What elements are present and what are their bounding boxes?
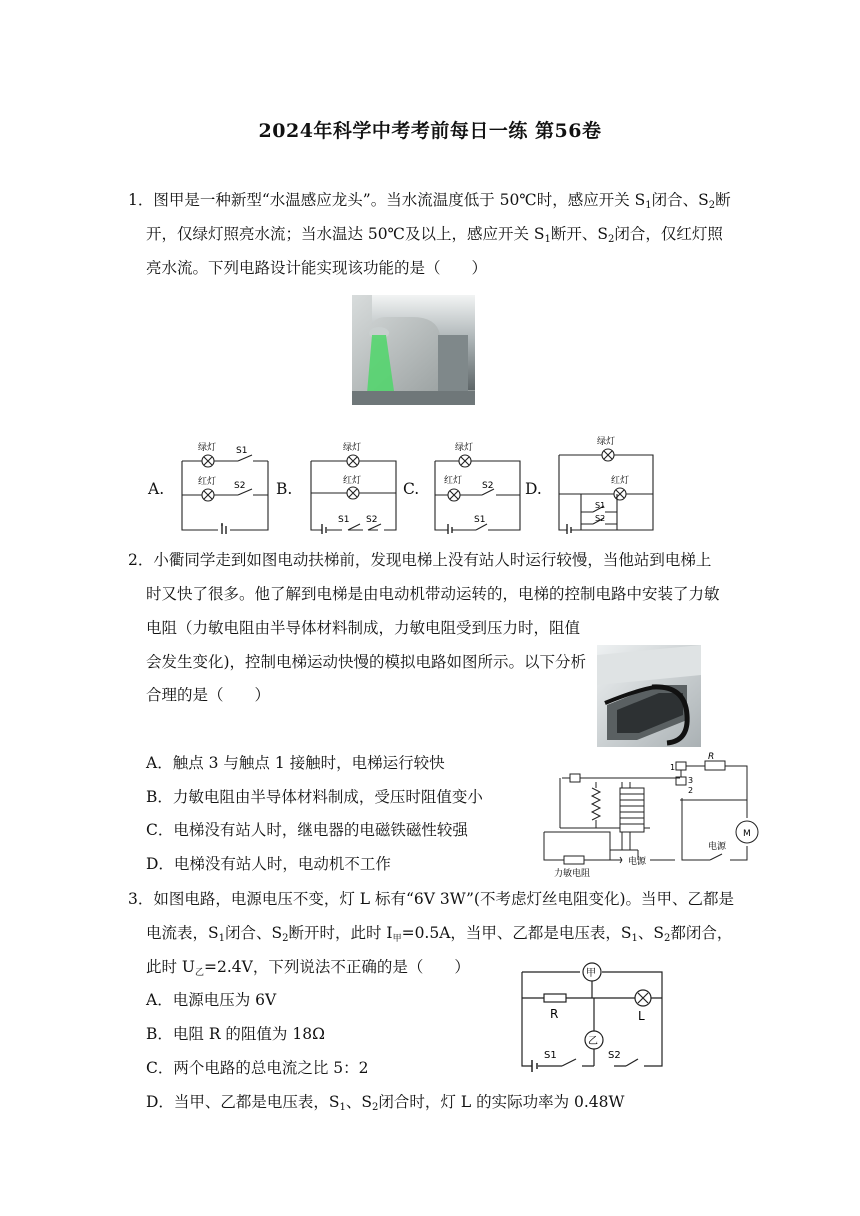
subscript: 甲 — [392, 934, 402, 944]
q1-text: 断开、S — [550, 225, 609, 243]
escalator-photo — [597, 645, 701, 747]
label-s1: S1 — [474, 515, 486, 525]
q1-text: 开，仅绿灯照亮水流；当水温达 50℃及以上，感应开关 S — [146, 225, 545, 243]
label-red-light: 红灯 — [444, 476, 463, 486]
circuit-a — [176, 438, 276, 534]
relay-circuit-diagram — [540, 750, 770, 880]
label-green-light: 绿灯 — [198, 443, 217, 453]
label-contact-3: 3 — [688, 776, 694, 785]
label-green-light: 绿灯 — [343, 443, 362, 453]
q1-line-1 — [128, 193, 731, 211]
faucet-photo — [352, 295, 475, 405]
q3-text: 都闭合， — [670, 924, 733, 942]
subscript: 乙 — [195, 968, 205, 978]
q3-circuit-diagram — [518, 958, 666, 1082]
circuit-c — [430, 438, 525, 534]
q3-line-3 — [146, 960, 470, 978]
subscript: 1 — [631, 933, 638, 944]
q2-line-5: 合理的是（ ） — [146, 686, 271, 704]
q3-line-2 — [146, 926, 732, 944]
q3-option-c: C．两个电路的总电流之比 5：2 — [146, 1059, 369, 1077]
q1-text: 1．图甲是一种新型“水温感应龙头”。当水流温度低于 50℃时，感应开关 S — [128, 191, 646, 209]
q3-line-1: 3．如图电路，电源电压不变，灯 L 标有“6V 3W”(不考虑灯丝电阻变化)。当甲、乙都是 — [128, 890, 735, 908]
q3-text: 、S — [637, 924, 665, 942]
label-red-light: 红灯 — [611, 476, 630, 486]
label-s1: S1 — [236, 446, 248, 456]
label-s2: S2 — [482, 481, 494, 491]
label-r: R — [708, 752, 715, 762]
q3-text: 闭合、S — [225, 924, 283, 942]
meter-jia: 甲 — [586, 968, 596, 979]
label-power-right: 电源 — [708, 842, 727, 852]
q2-option-a: A．触点 3 与触点 1 接触时，电梯运行较快 — [146, 754, 445, 772]
q3-text: 、S — [345, 1093, 373, 1111]
subscript: 1 — [218, 933, 225, 944]
q3-text: 闭合时，灯 L 的实际功率为 0.48W — [378, 1093, 625, 1111]
q3-text: =2.4V，下列说法不正确的是（ ） — [204, 958, 470, 976]
circuit-d — [553, 432, 658, 534]
q3-text: 断开时，此时 I — [288, 924, 393, 942]
q1-line-2 — [146, 227, 723, 245]
subscript: 2 — [664, 933, 671, 944]
q3-text: 此时 U — [146, 958, 195, 976]
q2-line-4: 会发生变化)，控制电梯运动快慢的模拟电路如图所示。以下分析 — [146, 653, 587, 671]
label-red-light: 红灯 — [198, 477, 217, 487]
q2-line-1: 2．小衢同学走到如图电动扶梯前，发现电梯上没有站人时运行较慢，当他站到电梯上 — [128, 551, 712, 569]
q2-option-d: D．电梯没有站人时，电动机不工作 — [146, 855, 391, 873]
label-s1: S1 — [338, 515, 350, 525]
q1-line-3: 亮水流。下列电路设计能实现该功能的是（ ） — [146, 259, 488, 277]
label-green-light: 绿灯 — [597, 437, 616, 447]
subscript: 2 — [608, 234, 615, 245]
q3-option-b: B．电阻 R 的阻值为 18Ω — [146, 1025, 325, 1043]
q1-option-d: D. — [525, 480, 542, 498]
subscript: 1 — [544, 234, 551, 245]
subscript: 2 — [372, 1102, 379, 1113]
label-green-light: 绿灯 — [455, 443, 474, 453]
q1-text: 断 — [715, 191, 731, 209]
q1-option-b: B. — [276, 480, 293, 498]
label-force-sensor: 力敏电阻 — [554, 869, 591, 879]
label-contact-1: 1 — [670, 763, 676, 772]
label-s2: S2 — [595, 514, 606, 523]
label-contact-2: 2 — [688, 786, 694, 795]
q1-text: 闭合、S — [651, 191, 709, 209]
label-s2: S2 — [234, 481, 246, 491]
q3-text: =0.5A，当甲、乙都是电压表，S — [401, 924, 632, 942]
q3-text: 电流表，S — [146, 924, 219, 942]
subscript: 1 — [339, 1102, 346, 1113]
q3-option-a: A．电源电压为 6V — [146, 991, 277, 1009]
label-s2: S2 — [366, 515, 378, 525]
q2-option-b: B．力敏电阻由半导体材料制成，受压时阻值变小 — [146, 788, 483, 806]
label-s1: S1 — [595, 501, 606, 510]
q1-text: 闭合，仅红灯照 — [614, 225, 723, 243]
meter-yi: 乙 — [588, 1036, 598, 1047]
q3-option-d — [146, 1095, 624, 1113]
page-title: 2024年科学中考考前每日一练 第56卷 — [258, 120, 602, 142]
label-s1: S1 — [544, 1050, 557, 1061]
label-r: R — [550, 1007, 559, 1021]
q2-line-3: 电阻（力敏电阻由半导体材料制成，力敏电阻受到压力时，阻值 — [146, 619, 581, 637]
label-red-light: 红灯 — [343, 476, 362, 486]
subscript: 2 — [282, 933, 289, 944]
label-power-left: 电源 — [628, 857, 647, 867]
motor-symbol: M — [743, 829, 751, 839]
q3-text: D．当甲、乙都是电压表，S — [146, 1093, 340, 1111]
q1-option-c: C. — [403, 480, 420, 498]
subscript: 2 — [708, 200, 716, 211]
q1-option-a: A. — [148, 480, 165, 498]
q2-line-2: 时又快了很多。他了解到电梯是由电动机带动运转的，电梯的控制电路中安装了力敏 — [146, 585, 720, 603]
circuit-b — [306, 438, 401, 534]
subscript: 1 — [645, 200, 652, 211]
label-s2: S2 — [608, 1050, 621, 1061]
q2-option-c: C．电梯没有站人时，继电器的电磁铁磁性较强 — [146, 821, 468, 839]
label-l: L — [638, 1009, 645, 1023]
